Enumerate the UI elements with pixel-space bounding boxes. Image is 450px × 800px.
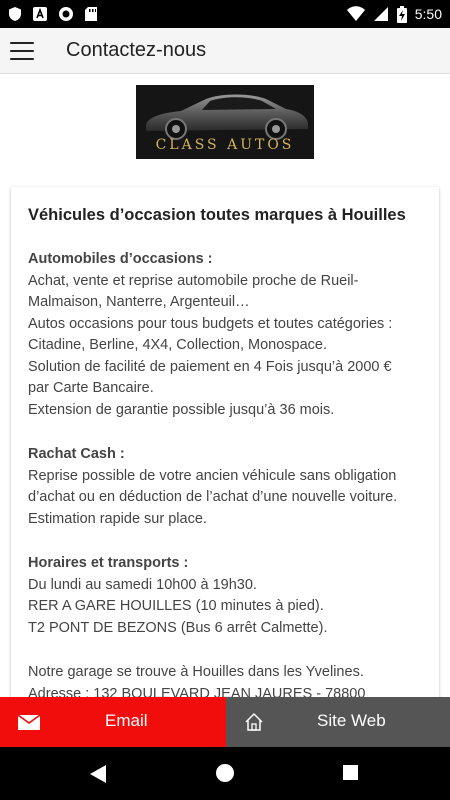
section-line: Autos occasions pour tous budgets et toutes catégories : (28, 315, 393, 332)
info-card (11, 187, 439, 697)
status-time: 5:50 (414, 6, 442, 22)
record-icon (58, 6, 74, 22)
section-line: Malmaison, Nanterre, Argenteuil… (28, 294, 250, 310)
notification-icons (8, 6, 98, 22)
section-automobiles (28, 249, 423, 421)
site-web-button[interactable] (226, 697, 450, 747)
section-title: Automobiles d’occasions : (28, 251, 213, 267)
status-bar (0, 0, 450, 28)
main-content[interactable] (0, 75, 450, 697)
section-line: T2 PONT DE BEZONS (Bus 6 arrêt Calmette). (28, 619, 328, 636)
section-line: Estimation rapide sur place. (28, 510, 207, 527)
section-line: Notre garage se trouve à Houilles dans les Yvelines. (28, 664, 364, 680)
back-icon[interactable] (90, 765, 106, 783)
wifi-icon (347, 6, 365, 22)
site-web-button-label: Site Web (317, 711, 386, 730)
section-line: Du lundi au samedi 10h00 à 19h30. (28, 576, 257, 593)
section-title: Horaires et transports : (28, 555, 189, 571)
section-line: RER A GARE HOUILLES (10 minutes à pied). (28, 598, 324, 614)
page-title: Contactez-nous (66, 39, 207, 61)
section-line: Achat, vente et reprise automobile proche de Rueil- (28, 272, 359, 289)
email-button[interactable] (0, 697, 226, 747)
car-illustration (136, 87, 314, 142)
system-nav-bar (0, 747, 450, 800)
menu-icon[interactable] (10, 42, 34, 60)
section-line: par Carte Bancaire. (28, 380, 154, 396)
email-button-label: Email (105, 711, 148, 730)
section-rachat-cash (28, 444, 423, 530)
card-title: Véhicules d’occasion toutes marques à Houilles (28, 206, 406, 224)
section-horaires (28, 553, 423, 639)
section-line: Solution de facilité de paiement en 4 Fois jusqu’à 2000 € (28, 358, 392, 375)
section-title: Rachat Cash : (28, 446, 125, 462)
logo-text: CLASS AUTOS (155, 137, 295, 153)
section-line: Extension de garantie possible jusqu’à 36 mois. (28, 401, 335, 418)
section-garage-address (28, 662, 423, 697)
font-a-icon (32, 6, 48, 22)
system-icons (347, 6, 442, 23)
section-line: Adresse : 132 BOULEVARD JEAN JAURES - 78800 (28, 685, 366, 697)
envelope-icon (18, 715, 40, 730)
battery-charging-icon (397, 6, 407, 23)
section-line: d’achat ou en déduction de l’achat d’une nouvelle voiture. (28, 489, 398, 505)
cell-signal-icon (373, 6, 389, 22)
class-autos-logo (136, 85, 314, 159)
bottom-action-bar (0, 697, 450, 747)
recents-icon[interactable] (343, 765, 358, 780)
sd-card-icon (84, 6, 98, 22)
section-line: Reprise possible de votre ancien véhicule sans obligation (28, 467, 397, 484)
home-nav-icon[interactable] (216, 764, 234, 782)
shield-icon (8, 6, 22, 22)
home-icon (244, 712, 264, 732)
app-bar (0, 28, 450, 74)
section-line: Citadine, Berline, 4X4, Collection, Monospace. (28, 337, 328, 353)
